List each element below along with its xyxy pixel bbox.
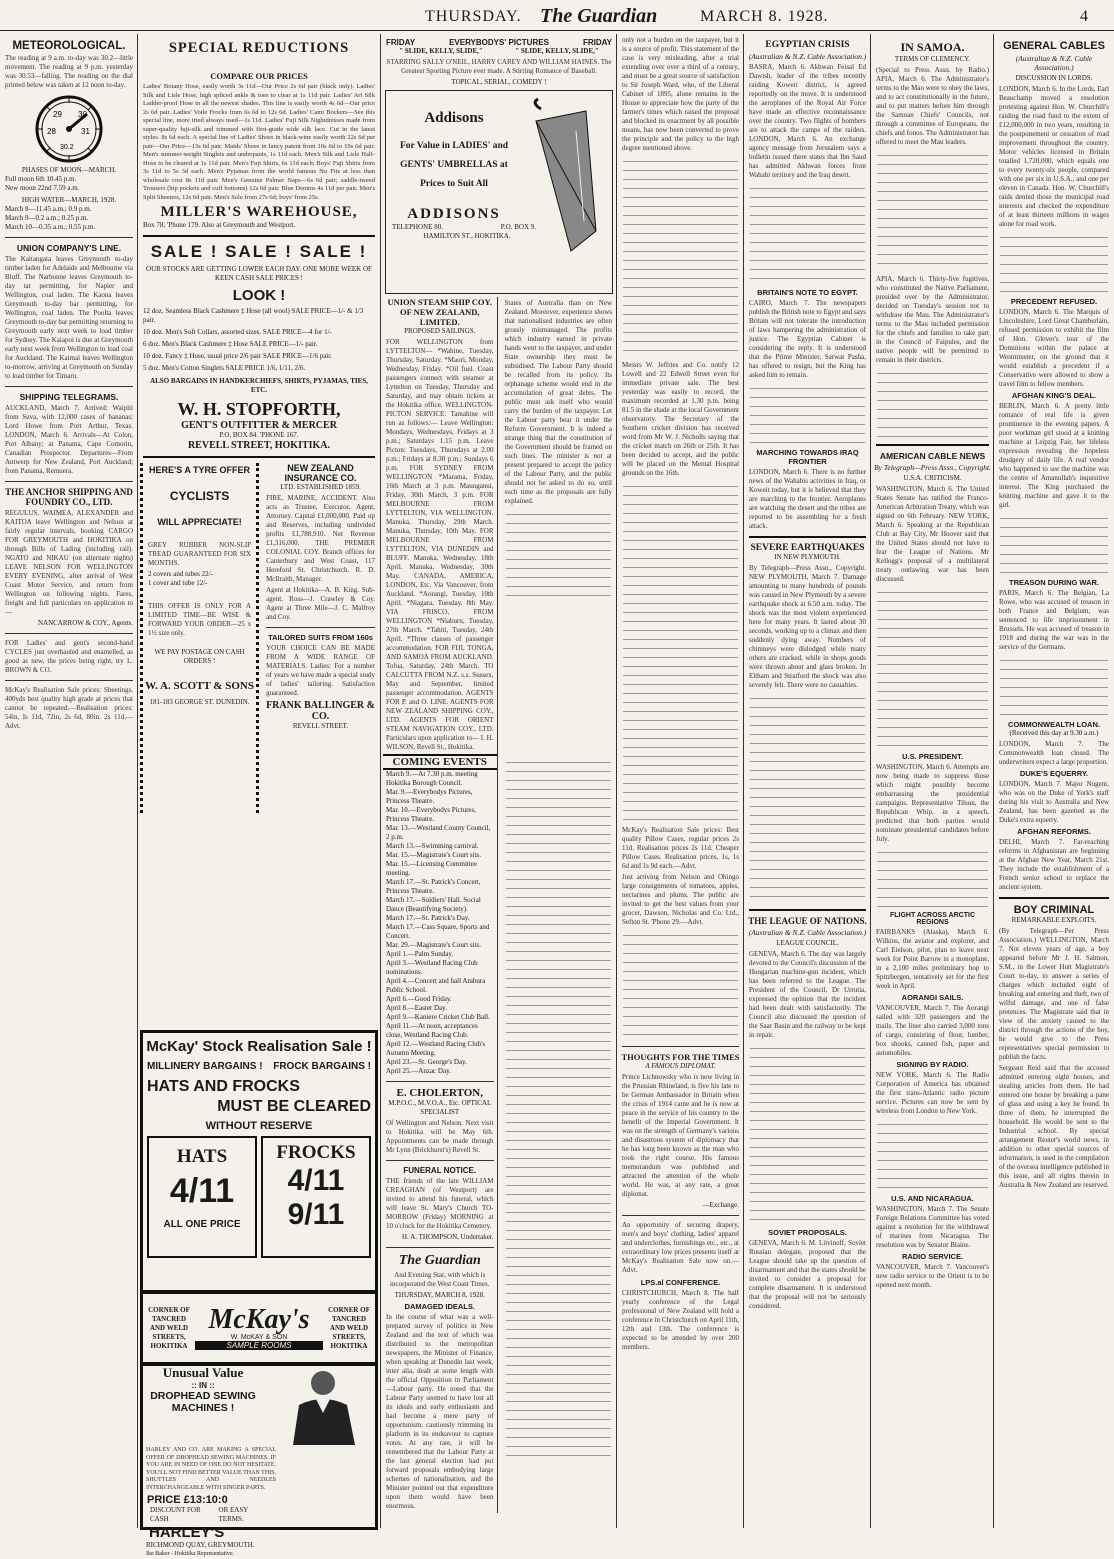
mckay-logo-sub: W. McKAY & SON — [230, 1334, 288, 1341]
harley-headings — [143, 1365, 263, 1445]
coming-event-item: April 23.—St. George's Day. — [386, 1058, 467, 1066]
moon-line: New moon 22nd 7.59 a.m. — [5, 184, 80, 192]
funeral-text: THE friends of the late WILLIAM CREAGHAN (of Westport) are invited to attend his funeral, which will leave St. Mary's Church TO-MORROW (Friday) MORNING at 10 o'clock for the Hokitika Cemetery. — [386, 1177, 494, 1230]
thoughts-text: Prince Lichnowsky who is now living in the Prussian Rhineland, is five his late to be German Ambassador in Britain when the crisis of 1914 came and he is now at peace in the service of his country to the benefit of the Imperial Government. It was on the strength of Germany's various and disastrous system of diplomacy that he has long been known as the man who took the right course. His famous memorandum was published and attracted the attention of the whole world. He was, at any rate, a great diplomat. — [622, 1073, 739, 1198]
coming-event-item: April 12.—Westland Racing Club's Autumn Meeting. — [386, 1040, 486, 1057]
article-continued-text — [877, 1120, 988, 1190]
boy-criminal-heading: BOY CRIMINAL — [1013, 904, 1095, 916]
harley-terms-row — [143, 1506, 275, 1524]
high-water-line: March 8—11.45 a.m.; 0.9 p.m. — [5, 205, 92, 213]
addisons-box: P.O. BOX 9. — [500, 223, 536, 231]
masthead-page-number: 4 — [1080, 8, 1088, 25]
coming-event-item: March 13.—Swimming carnival. — [386, 842, 479, 850]
dukes-equerry-heading: DUKE'S EQUERRY. — [1019, 769, 1089, 778]
earthquakes-sub: IN NEW PLYMOUTH. — [774, 553, 841, 561]
look-heading: LOOK ! — [232, 287, 286, 304]
samoa-apia-text: APIA, March 6. Thirty-five fugitives, who constituted the Native Parliament, presided over by the Administrator, decided on Tuesday's session not to withdraw the Mau. The Administrator's terms to the Mau included permission for the chiefs and families to take part in the Council of Faipules, and the native people will be permitted to remain in their districts. — [876, 275, 989, 364]
damaged-ideals-text: In the course of what was a well-prepared survey of politics in New Zealand and the text of which was distributed to the metropolitan newspapers, the Minister of Finance, when speaking at Dunedin last week, inter alia, dealt at some length with the official Opposition in Parliament—Labour party. He noted that the Labour Party seemed to have lost all its ideals and early enthusiasm and had become a mere party of opportunism, cautiously trimming its platform in its endeavour to capture votes. At any rate, it will be remembered that the Labour Party at the last general election had put forward proposals embodying large schemes of nationalisation, and the Minister pointed out that expenditure upon them would have been enormous. — [386, 1313, 494, 1510]
mckay-bargain-row — [143, 1055, 375, 1072]
tyre-offer-heading: HERE'S A TYRE OFFER — [149, 465, 251, 475]
look-item: 5 doz. Men's Cotton Singlets SALE PRICE 1/6, 1/11, 2/6. — [143, 364, 306, 372]
stopforth-address: REVELL STREET, HOKITIKA. — [187, 440, 331, 451]
commonwealth-loan-heading: COMMONWEALTH LOAN. — [1008, 720, 1100, 729]
mckay-logo — [195, 1306, 323, 1350]
damaged-ideals-heading: DAMAGED IDEALS. — [404, 1302, 475, 1311]
radio-signing-heading: SIGNING BY RADIO. — [896, 1060, 969, 1069]
earthquakes-heading: SEVERE EARTHQUAKES — [750, 543, 865, 553]
column-2 — [140, 34, 378, 1557]
mckay-corner-right: CORNER OF TANCRED AND WELD STREETS, HOKITIKA — [328, 1305, 370, 1350]
local-news-text: Messrs W. Jeffries and Co. notify 12 Lowell and 22 Edwell Street even for immediate private sale. The best yesterday was easily to record, the maximum recorded at 1.30 p.m. being 81.5 in the shade at the local Government observatory. The Secretary of the Southern cricket division has received word from Mr W. J. Nicholls saying that the cricket match on 26th or 25th. It has been decided to accept, and the public will be placed on the Mental Hospital grounds on the 16th. — [622, 361, 739, 477]
films-friday-left: FRIDAY — [386, 38, 416, 47]
harley-price: PRICE £13:10:0 — [147, 1494, 228, 1506]
egypt-heading: EGYPTIAN CRISIS — [765, 40, 850, 50]
league-source: (Australian & N.Z. Cable Association.) — [748, 928, 867, 937]
boy-criminal-sub: REMARKABLE EXPLOITS. — [1011, 916, 1097, 924]
tyre-insurance-row — [140, 463, 378, 813]
hats-label: HATS — [176, 1146, 228, 1167]
cycles-advert: FOR Ladies' and gent's second-hand CYCLES just overhauled and enamelled, as good as new, the prices being right, try L. BROWN & CO. — [5, 639, 133, 674]
thoughts-heading: THOUGHTS FOR THE TIMES — [621, 1052, 740, 1062]
films-friday-right: FRIDAY — [582, 38, 612, 47]
addisons-contact — [389, 223, 539, 232]
afghan-king-heading: AFGHAN KING'S DEAL. — [1011, 391, 1097, 400]
coming-event-item: April 11.—At noon, acceptances close, Westland Racing Club. — [386, 1022, 478, 1039]
article-continued-text — [877, 588, 988, 748]
coming-event-item: March 17.—St. Patrick's Concert, Princess Theatre. — [386, 878, 481, 895]
compare-prices-heading: COMPARE OUR PRICES — [210, 71, 308, 81]
column-6 — [873, 34, 992, 1528]
treason-heading: TREASON DURING WAR. — [1009, 578, 1099, 587]
tyre-price: 1 cover and tube 12/- — [148, 579, 208, 587]
hats-price-box — [147, 1136, 257, 1258]
precedent-text: LONDON, March 6. The Marquis of Lincolnshire, Lord Great Chamberlain, refused permission to exhibit the film of Hon. Glover's tour of the Dominions within the palace at Westminster, on the ground that it would establish a precedent if a Conservative were allowed to show a travel film to fellow members. — [999, 308, 1109, 388]
film-title: " SLIDE, KELLY, SLIDE," — [515, 47, 599, 55]
stopforth-box: P.O. BOX 84. 'PHONE 167. — [219, 431, 299, 439]
guardian-sub: And Evening Star, with which is incorporated the West Coast Times. — [390, 1271, 490, 1288]
coming-events-heading: COMING EVENTS — [383, 754, 497, 770]
nicaragua-text: WASHINGTON, March 7. The Senate Foreign Relations Committee has voted against a resolution for the withdrawal of marines from Nicaragua. The resolution was by Senator Blaine. — [876, 1205, 989, 1249]
article-continued-text — [750, 694, 865, 904]
coming-event-item: March 9.—At 7.30 p.m. meeting Hokitika Borough Council. — [386, 770, 478, 787]
moon-heading: PHASES OF MOON—MARCH. — [21, 166, 117, 174]
lords-discussion-heading: DISCUSSION IN LORDS. — [1015, 74, 1093, 82]
boy-criminal-text: (By Telegraph—Per Press Association.) WELLINGTON, March 7. Not eleven years of age, a boy appeared before Mr J. H. Salmon, S.M., in the Lower Hutt Magistrate's Court to-day, to answer a series of charges which included eight of breaking and entering and theft, two of wilful damage, and one of false pretences. The Magistrate said that in view of the anxiety caused to the district through the actions of the boy, he would give to the Press representatives special permission to publish the facts. — [999, 927, 1109, 1061]
mckay-pillow-advert: McKay's Realisation Sale prices: Best quality Pillow Cases, regular prices 2s 11d. Realisation prices 2s 11d. Cheaper Pillow Cases. Realisation prices, 1s, 1s 6d and 1s 9d each.—Advt. — [622, 826, 739, 870]
addisons-heading: Addisons — [424, 110, 484, 126]
ballinger-address: REVELL STREET. — [292, 722, 349, 730]
league-council: LEAGUE COUNCIL. — [776, 939, 839, 947]
column-rule — [616, 34, 617, 1528]
coming-event-item: Mar. 13.—Westland County Council, 2 p.m. — [386, 824, 491, 841]
frock-bargains: FROCK BARGAINS ! — [273, 1061, 371, 1072]
guardian-date: THURSDAY, MARCH 8, 1928. — [394, 1291, 485, 1299]
bargains-line: ALSO BARGAINS IN HANDKERCHIEFS, SHIRTS, PYJAMAS, TIES, ETC. — [150, 377, 368, 394]
barometer-dial — [2, 92, 136, 166]
thoughts-source: —Exchange. — [702, 1201, 739, 1209]
cyclists-heading: CYCLISTS — [169, 489, 230, 503]
samoa-text: (Special to Press Assn. by Radio.) APIA, March 6. The Administrator's terms to the Mau were to obey the laws, and to act constitutionally in the future, and to put matters before him through the Samoan Chiefs' Councils, not through a committee of Europeans, the chiefs and fonos. The Administrator has offered to meet the Mau leaders. — [876, 66, 989, 146]
special-reductions-heading: SPECIAL REDUCTIONS — [168, 40, 350, 56]
soviet-heading: SOVIET PROPOSALS. — [768, 1228, 847, 1237]
samoa-heading: IN SAMOA. — [900, 40, 965, 54]
frocks-label: FROCKS — [276, 1142, 356, 1163]
harley-terms: OR EASY TERMS. — [218, 1506, 249, 1523]
usa-criticism-heading: U.S.A. CRITICISM. — [903, 474, 962, 482]
films-footer: TOPICAL, SERIAL, COMEDY ! — [451, 78, 547, 86]
article-continued-text — [623, 482, 738, 822]
coming-event-item: Mar. 15.—Licensing Committee meeting. — [386, 860, 477, 877]
soviet-text: GENEVA, March 6. M. Litvinoff, Soviet Russian delegate, proposed that the League should take up the question of disarmament and that the states should be invited to consider a proposal for complete disarmament. It is understood that the proposal will not be seriously considered. — [749, 1239, 866, 1310]
coming-event-item: April 9.—Kaniere Cricket Club Ball. — [386, 1013, 490, 1021]
afghan-king-text: BERLIN, March 6. A pretty little romance of real life is given prominence in the evening papers. A poor workman girl stood at a knitting machine at Leipzig Fair, her lifeless expression revealing the hopeless drudgery of daily life. A real vendor who happened to see the machine was the centre of Amanullah's inquisitive interest. The King purchased the knitting machine and gave it to the girl. — [999, 402, 1109, 509]
dial-reading: 30.2 — [60, 144, 74, 151]
dukes-equerry-text: LONDON, March 7. Major Nugent, who was on the Duke of York's staff during his visit to Australia and New Zealand, has been gazetted as the Duke's extra equerry. — [999, 780, 1109, 824]
article-continued-text — [750, 384, 865, 444]
dial-label: 30 — [78, 110, 87, 119]
boy-criminal-text-2: Sergeant Reid said that the accused admitted entering eight houses, and stealing articles from them. He had entered one house by breaking a pane of glass and using a key he found. In three of them, he interrupted the household. He would be sent to the Industrial school. By special arrangement Reuter's world news, in addition to other special sources of information, is used in the compilation of the oversea intelligence published in this issue, and all rights therein in Australia & New Zealand are reserved. — [999, 1064, 1109, 1189]
president-text: WASHINGTON, March 6. Attempts are now being made to suppress those which might possibly become embarrassing the presidential campaigns. Representative Tilson, the Republican Whip, in a speech, predicted that both parties would nominate presidential candidates before July. — [876, 763, 989, 843]
coming-event-item: Mar. 10.—Everybodys Pictures, Princess Theatre. — [386, 806, 477, 823]
nz-insurance-sub: LTD. ESTABLISHED 1859. — [280, 483, 361, 491]
nz-insurance-heading: NEW ZEALAND INSURANCE CO. — [284, 463, 357, 483]
article-continued-text — [623, 157, 738, 357]
column-4 — [619, 34, 742, 1528]
meteorological-text: The reading at 9 a.m. to-day was 30.2—little movement. The reading at 9 p.m. yesterday was 30.53—falling. The reading on the dial printed below was taken at 12 noon to-day. — [5, 54, 133, 89]
article-continued-text — [877, 151, 988, 271]
millers-warehouse-contact: Box 78; 'Phone 179. Also at Greymouth and Westport. — [143, 221, 296, 229]
tailored-suits-text: YOUR CHOICE CAN BE MADE FROM A WIDE RANGE OF MATERIALS. Ladies: For a number of years we have made a special study of ladies' tailoring. Satisfaction guaranteed. — [266, 644, 375, 697]
films-text: STARRING SALLY O'NEIL, HARRY CAREY AND WILLIAM HAINES. The Greatest Sporting Picture ever made. A Stirring Romance of Baseball. — [386, 58, 612, 75]
addisons-advert — [385, 90, 613, 294]
nicaragua-heading: U.S. AND NICARAGUA. — [891, 1194, 974, 1203]
umbrella-illustration-icon — [526, 101, 606, 261]
earthquakes-text: By Telegraph—Press Assn., Copyright. NEW PLYMOUTH, March 7. Damage amounting to many hundreds of pounds was caused in New Plymouth by a severe earthquake shock at 6.50 a.m. today. The shock was the most violent experienced here for many years. It lasted about 30 seconds, working up to a climax and then suddenly dying away. Numbers of chimneys were dislodged while many others are cracked, while in shops goods were thrown about and glass broken. In Eltham and Stratford the shock was also severely felt. There were no casualties. — [749, 564, 866, 689]
funeral-heading: FUNERAL NOTICE. — [403, 1166, 477, 1175]
mckay-sale-heading: McKay' Stock Realisation Sale ! — [146, 1038, 372, 1055]
coming-event-item: April 8.—Easter Day. — [386, 1004, 447, 1012]
addisons-text: For Value in LADIES' and GENTS' UMBRELLAS at Prices to Suit All — [399, 141, 509, 189]
stopforth-trade: GENT'S OUTFITTER & MERCER — [181, 420, 337, 431]
coming-events-column — [383, 754, 498, 1513]
funeral-undertaker: H. A. THOMPSON, Undertaker. — [402, 1233, 494, 1241]
article-continued-text — [623, 931, 738, 1041]
conference-heading: LPS.al CONFERENCE. — [640, 1278, 721, 1287]
nz-insurance-text: FIRE, MARINE, ACCIDENT. Also acts as Trustee, Executor, Agent, Attorney. Capital £1,000,000. Paid up and Reserves, including undivided profits £1,788,910. Net Revenue £1,316,000. THE PREMIER COLONIAL COY. Branch offices for Canterbury and West Coast, 117 Hereford St. Christchurch. R. D. McIlraith, Manager. — [266, 494, 375, 583]
article-continued-text — [1000, 514, 1108, 574]
films-header: EVERYBODYS' PICTURES — [449, 38, 549, 47]
hats-price: 4/11 — [169, 1172, 235, 1210]
addisons-name: ADDISONS — [407, 206, 501, 222]
meteorological-heading: METEOROLOGICAL. — [12, 40, 126, 52]
coming-event-item: March 17.—Soldiers' Hall. Social Dance (Beautifying Society). — [386, 896, 481, 913]
stopforth-name: W. H. STOPFORTH, — [177, 399, 341, 419]
coming-event-item: Mar. 29.—Magistrate's Court sits. — [386, 941, 481, 949]
harley-sewing-advert — [140, 1362, 378, 1557]
frocks-price-low: 4/11 — [287, 1164, 345, 1197]
general-cables-source: (Australian & N.Z. Cable Association.) — [1015, 54, 1093, 72]
mckay-sheetings-advert: McKay's Realisation Sale prices: Sheetings, 400yds best quality high grade at prices that cannot be repeated.—Realisation prices: 54in, Is 11d, 72in, 2s 6d, 80in. 2s 11d.—Advt. — [5, 686, 133, 730]
coming-event-item: Mar. 15.—Magistrate's Court sits. — [386, 851, 481, 859]
harley-name: HARLEY'S — [149, 1524, 225, 1541]
dial-label: 28 — [47, 127, 56, 136]
special-reductions-text: Ladies' Botany Hose, easily worth 3s 11d—Our Price 2s 6d pair (black only). Ladies' Silk and Lisle Hose, high spliced ankle & toes to clear at 1s 11d pair. Ladies' Art Silk Ladder-proof Hose in all the newest shades. This line is easily worth 4s 6d—Our price 2s 6d pair. Ladies' Voile Frocks from 6s 6d to 12s 6d. Ladies' Cami Bockers—See this special line, more tried always used—1s 11d. Ladies' Fuji Silk Nightdresses made from super-quality fuji-silk and trimmed with first-grade wide silk lace. Cut in the latest styles. 8s 6d each. A special line of Ladies' Shoes in black-wine easily worth 22s 6d per pair—Our Price—13s 6d pair. Maids' Shoes in fancy patent from 10s 6d to 19s 6d pair. Men's summer-weight Singlets and underpants, 1s 11d each. Men's Silk and Lisle Half-Hose to be cleared at 1s 11d pair. Men's Fuji Shirts, 6s 11d each; Boys' Fuji Shirts from 3s 11d to 5s 3d each. Men's Pyjamas from the world famous Nu Fits at less than wholesale cost 8s 11d pair. Men's Genuine Palmer Naps—6s 6d pair; saddle-tweed Trousers (hip pockets and cuff bottoms) 12s 6d pair. Blue Denims 4s 11d per pair. Men's Split Sheeters, 12s 6d pair. Men's Sole from 27s 6d; boys' from 25s. — [143, 83, 375, 201]
tyre-text: GREY RUBBER NON-SLIP TREAD GUARANTEED FOR SIX MONTHS. — [148, 541, 252, 567]
column-3 — [383, 34, 615, 1528]
union-steam-text: FOR WELLINGTON from LYTTELTON— *Wahine, Tuesday, Thursday, Saturday. *Maori, Monday, Wednesday, Friday. *Oil fuel. Coast passengers connect with steamer at Lyttelton on Tuesday, Thursday and Saturday, and may obtain tickets at the Hokitika office. WELLINGTON-PICTON SERVICE. Tamahine will run as follows:— Leave Wellington: Mondays, Wednesdays, Fridays at 3 p.m.; Saturdays 1.15 p.m. Leave Picton: Tuesdays, Thursdays at 2.00 p.m.; Fridays at 8.30 p.m.; Sundays 6 p.m. FOR SYDNEY FROM WELLINGTON *Marama, Friday, 16th March at 3 p.m. Maunganui, Friday, 30th March, 3 p.m. FOR MELBOURNE FROM LYTTELTON, VIA WELLINGTON. Manuka, Thursday, 29th March. Manuka, Thursday, 10th May. FOR MELBOURNE FROM LYTTELTON, VIA DUNEDIN and BLUFF. Manuka, Wednesday, 18th April. Manuka, Wednesday, 30th May. CANADA, AMERICA, LONDON, Etc. Via Vancouver, from Auckland. *Aorangi, Tuesday, 10th April. *Niagara, Tuesday, 8th May. VIA FRISCO, FROM WELLINGTON *Niaburu, Tuesday, 27th March. *Tahiti, Tuesday, 24th April. *Three classes of passenger accommodation. FOR FIJI, TONGA, AND SAMOA FROM AUCKLAND. Tofua, Saturday, 24th March. TO CALCUTTA FROM N.Z. s.s. Sussex, May and September, limited passenger accommodation. AGENTS FOR P. and O. LINE. AGENTS FOR NEW ZEALAND SHIPPING COY., LTD. AGENTS FOR ORIENT STEAM NAVIGATION COY., LTD. Particulars upon application to— I. H. WILSON, Revell St., Hokitika. — [386, 338, 494, 751]
column-rule — [380, 34, 381, 1528]
tyre-offer-advert — [140, 463, 259, 813]
coming-event-item: March 17.—St. Patrick's Day. — [386, 914, 470, 922]
union-steam-advert — [383, 297, 498, 754]
cholerton-quals: M.P.O.C., M.V.O.A., Etc. OPTICAL SPECIALIST — [388, 1099, 492, 1116]
column-1 — [2, 34, 136, 1528]
league-heading: THE LEAGUE OF NATIONS. — [748, 916, 867, 926]
coming-event-item: April 1.—Palm Sunday. — [386, 950, 454, 958]
mckay-logo-rooms: SAMPLE ROOMS — [195, 1341, 323, 1350]
article-continued-column — [502, 754, 616, 1513]
mckay-logo-strip — [140, 1290, 378, 1366]
dial-label: 31 — [81, 127, 90, 136]
union-company-heading: UNION COMPANY'S LINE. — [16, 243, 122, 253]
iraq-text: LONDON, March 6. There is no further news of the Wahabis activities in Iraq, or Koweit today, but it is believed that they are marching to the frontier. Aeroplanes are watching the desert and the tribes are reported to be assembling for a fresh attack. — [749, 468, 866, 530]
look-item: 12 doz. Seamless Black Cashmere ‡ Hose (all wool) SALE PRICE—1/- & 1/3 pair. — [143, 307, 364, 324]
addisons-address: HAMILTON ST., HOKITIKA. — [423, 232, 511, 240]
article-continued-text — [506, 510, 612, 600]
scott-sons-name: W. A. SCOTT & SONS — [145, 680, 254, 692]
coming-event-item: April 25.—Anzac Day. — [386, 1067, 451, 1075]
shipping-telegrams-text: AUCKLAND, March 7. Arrived: Waipiti from Suva, with 12,000 cases of bananas; Lord Howe from Port Arthur, Texas. LONDON, March 6. Arrivals—At Colon, Port Albany; at Panama, Cape Comorin, Canadian Prospector. Departures—From Antwerp for New Zealand, Port Auckland; from Panama, Remuera. — [5, 404, 133, 475]
union-steam-heading: UNION STEAM SHIP COY. OF NEW ZEALAND, LIMITED. — [387, 297, 493, 327]
high-water-line: March 10—0.35 a.m.; 0.55 p.m. — [5, 223, 96, 231]
commonwealth-loan-received: (Received this day at 9.30 a.m.) — [1009, 729, 1099, 737]
ballinger-name: FRANK BALLINGER & CO. — [266, 700, 375, 722]
salesman-illustration-icon — [263, 1365, 369, 1445]
column-7 — [996, 34, 1112, 1528]
afghan-reforms-heading: AFGHAN REFORMS. — [1017, 827, 1091, 836]
masthead-day: THURSDAY. — [425, 8, 522, 25]
unusual-value: Unusual Value — [162, 1365, 244, 1380]
harley-representative: Ike Baker - Hokitika Representative. — [146, 1551, 235, 1557]
union-steam-row — [383, 297, 615, 754]
high-water-line: March 9—0.2 a.m.; 0.25 p.m. — [5, 214, 89, 222]
egypt-text: BASRA, March 6. Akhwan Feisal Ed Dawish, leader of the tribes recently raiding Koweit district, is agreed reportedly on the move. It is understood the aeroplanes of the Royal Air Force have made an effective reconnaissance over the country. Two flights of bombers are to attack the camps of the raiders. LONDON, March 6. An exchange agency message from Jerusalem says a bulletin issued there states that Ibn Saud has admitted Akhwan forces from Wahabi territory and the Iraq desert. — [749, 63, 866, 179]
arctic-flight-text: FAIRBANKS (Alaska), March 6. Wilkins, the aviator and explorer, and Carl Eielson, pilot, plan to leave next week for Point Barrow in a monoplane, in a 2,100 miles preliminary hop to Spitzbergen, tentatively set for the first week in April. — [876, 928, 989, 990]
masthead-date: MARCH 8. 1928. — [700, 8, 829, 25]
radio-service-heading: RADIO SERVICE. — [901, 1252, 964, 1261]
insurance-column — [263, 463, 378, 813]
radio-signing-text: NEW YORK, March 6. The Radio Corporation of America has obtained the first trans-Atlantic radio picture service. Pictures can now be sent by wireless from London to New York. — [876, 1071, 989, 1115]
fruit-advert: Just arriving from Nelson and Ohingo large consignments of tomatoes, apples, nectarines and plums. The public are invited to get the best values from your grocer, Dawson, Nicholas and Co. Ltd., Sefton St. 'Phone 29.—Advt. — [622, 873, 739, 926]
addisons-telephone: TELEPHONE 80. — [392, 223, 443, 231]
iraq-heading: MARCHING TOWARDS IRAQ FRONTIER — [756, 448, 859, 466]
samoa-sub: TERMS OF CLEMENCY. — [894, 55, 971, 63]
aorangi-text: VANCOUVER, March 7. The Aorangi sailed with 320 passengers and the mails. The liner also carried 3,000 tons of cargo, consisting of flour, lumber, box shooks, canned fish, paper and automobiles. — [876, 1004, 989, 1057]
tailored-suits-heading: TAILORED SUITS FROM 160s — [268, 633, 373, 642]
column-rule — [993, 34, 994, 1528]
aorangi-heading: AORANGI SAILS. — [901, 993, 964, 1002]
look-item: 10 doz. Fancy ‡ Hose, usual price 2/6 pair SALE PRICE—1/6 pair. — [143, 352, 332, 360]
continued-article-text: only not a burden on the taxpayer, but it is a source of profit. This statement of the case is very misleading, after a trial extending over over a third of a century, and must be a great source of satisfaction to Sir Joseph Ward, who, of the Liberal Cabinet of 1895, alone remains in the House to appreciate how the party of the farmer's times which raised the proposal and blocked its enactment by all possible means, has now been converted to prove the principle and the policy to the high degree mentioned above. — [622, 36, 739, 152]
commonwealth-loan-text: LONDON, March 7. The Commonwealth loan closed. The underwriters expect a large proportion. — [999, 740, 1109, 766]
frocks-price-high: 9/11 — [287, 1198, 345, 1231]
article-continued-text — [1000, 233, 1108, 293]
states-text: States of Australia than on New Zealand. Moreover, experience shows that nationalised industries are often grossly mismanaged. The profits which industry earned in private hands went to the taxpayer, and under State ownership they must be subsidised. The Labour Party should be recalled from its policy. Its orphanage scheme would end in the accumulation of great debts. The public must ask itself who would carry the burden of the taxpayer. Let the Labour party bear it under the Reform Government. It is indeed a strange thing that the constitution of the Government should be framed on such lines. The minister is not at present prepared to accept the policy of the Labour Party, and the public should not be asked to do so, until such time as the proposals are fully explained. — [504, 299, 612, 505]
coming-event-item: April 6.—Good Friday. — [386, 995, 452, 1003]
anchor-agent: NANCARROW & COY., Agents. — [37, 619, 133, 627]
general-cables-text: LONDON, March 6. In the Lords, Earl Beauchamp moved a resolution protesting against Hon. W. Churchill's raiding the road fund to the extent of £12,000,000 in two years, resulting in the postponement or cessation of road improvement throughout the country. Motor vehicles licensed in Britain totalled 1,720,000, which equals one to every twenty-six people, compared with one per six in U.S.A., and one per eleven in Canada. Hon. W. Churchill's raids denied those the municipal road interests and checked the expenditure of at least thirteen millions in wages alone for road work. — [999, 85, 1109, 228]
treason-text: PARIS, March 6. The Belgian, La Rowe, who was accused of treason in both France and Belgium, was sentenced to life imprisonment in Brussels. He was accused of treason in 1918 and during the war was in the service of the Germans. — [999, 589, 1109, 651]
afghan-reforms-text: DELHI, March 7. Far-reaching reforms in Afghanistan are beginning at the Afghan New Year, March 21st. They include the establishment of a French senior school to replace the ancient system. — [999, 838, 1109, 891]
must-be-cleared: MUST BE CLEARED — [217, 1098, 371, 1115]
hats-and-frocks: HATS AND FROCKS — [147, 1078, 300, 1095]
sale-text: OUR STOCKS ARE GETTING LOWER EACH DAY. ONE MORE WEEK OF KEEN CASH SALE PRICES ! — [146, 265, 372, 282]
radio-service-text: VANCOUVER, March 7. Vancouver's new radio service to the Orient is to be opened next month. — [876, 1263, 989, 1289]
scott-sons-address: 181-183 GEORGE ST. DUNEDIN. — [149, 698, 250, 706]
article-continued-text — [1000, 656, 1108, 716]
column-rule — [870, 34, 871, 1528]
column-rule — [137, 34, 138, 1528]
harley-top — [143, 1365, 375, 1445]
britain-note-text: CAIRO, March 7. The newspapers publish the British note to Egypt and says Britain will not tolerate the introduction of laws hampering the administration of justice. The Egyptian Cabinet is considering the reply. It is understood that the Prime Minister, Sarwat Pasha, has offered to resign, but the King has asked him to remain. — [749, 299, 866, 379]
bedrooms-advert: An opportunity of securing drapery, men's and boys' clothing, ladies' apparel and underclothes, furnishings etc., etc., at extraordinary low prices presents itself at McKay's Realisation Sale now on.—Advt. — [622, 1221, 739, 1274]
column-rule — [743, 34, 744, 1528]
mckay-logo-text: McKay's — [208, 1304, 310, 1335]
article-continued-text — [877, 369, 988, 439]
frocks-price-box — [261, 1136, 371, 1258]
union-company-text: The Kaitangata leaves Greymouth to-day timber laden for Adelaide and Melbourne via Bluff. The Narbonne leaves Greymouth to-day tar permitting, for Napier and Wellington, coal laden. The Kaona leaves Greymouth to-day bar permitting, for Wellington, coal laden. The Poolta leaves Greymouth to-day bar permitting returning to Greymouth early next week to load timber for Sydney. The Kaiapoi is due at Greymouth early next week from Wellington to load coal for Auckland. The Kaimai leaves Wellington to-morrow, arriving at Greymouth on Sunday to load timber for Timaru. — [5, 255, 133, 380]
films-titles-row — [383, 47, 615, 56]
drophead-heading: DROPHEAD SEWING MACHINES ! — [150, 1390, 256, 1414]
dial-label: 29 — [53, 110, 62, 119]
harley-in: :: IN :: — [191, 1381, 215, 1390]
tyre-offer-terms: THIS OFFER IS ONLY FOR A LIMITED TIME—BE WISE & FORWARD YOUR ORDER—25 x 1½ size only. — [148, 602, 252, 637]
high-water-heading: HIGH WATER—MARCH, 1928. — [21, 196, 117, 204]
states-article — [502, 297, 616, 754]
american-cable-heading: AMERICAN CABLE NEWS — [879, 451, 986, 461]
look-item: 6 doz. Men's Black Cashmere ‡ Hose SALE PRICE—1/- pair. — [143, 340, 318, 348]
harley-discount: DISCOUNT FOR CASH — [150, 1506, 201, 1523]
masthead — [0, 0, 1114, 31]
column-5 — [746, 34, 869, 1528]
will-appreciate: WILL APPRECIATE! — [157, 517, 242, 527]
films-header-row — [383, 34, 615, 47]
harley-text: HARLEY AND CO. ARE MAKING A SPECIAL OFFER OF DROPHEAD SEWING MACHINES. IF YOU ARE IN NEED OF ONE DO NOT HESITATE. YOU'LL NOT FIND BETTER VALUE THAN THIS. SHUTTLES AND NEEDLES INTERCHANGEABLE WITH SINGER PARTS. — [146, 1447, 276, 1491]
article-continued-text — [750, 184, 865, 284]
american-cable-text: WASHINGTON, March 6. The United States Senate has ratified the Franco-American Arbitration Treaty, which was signed on 6th February. NEW YORK, March 6. Speaking at the Republican Club at Bay City, Mr Hoover said that the United States should not have to fear the League of Nations. Mr Kellogg's proposal of a multilateral treaty outlawing war has been discussed. — [876, 485, 989, 583]
precedent-heading: PRECEDENT REFUSED. — [1010, 297, 1098, 306]
league-text: GENEVA, March 6. The day was largely devoted to the Council's discussion of the Hungarian machine-gun incident, which has been referred to the League. The President of the Council, Dr Urrutia, expressed the opinion that the incident had been dealt with satisfactorily. The Council also discussed the question of the Saar Basin and the railway to be kept in repair. — [749, 950, 866, 1039]
conference-text: CHRISTCHURCH, March 8. The half yearly conference of the Legal professional of New Zealand will hold a conference in Christchurch on April 11th, 12th and 13th. The conference is expected to be attended by over 200 members. — [622, 1289, 739, 1351]
article-continued-text — [750, 1044, 865, 1224]
cholerton-text: Of Wellington and Nelson. Next visit to Hokitika will be May 6th. Appointments can be made through Mr Lynn (Brickhurst's) Revell St. — [386, 1119, 494, 1154]
masthead-paper-name: The Guardian — [540, 5, 658, 27]
moon-line: Full moon 6th 10.45 p.m. — [5, 175, 77, 183]
sale-heading: SALE ! SALE ! SALE ! — [150, 242, 368, 261]
anchor-shipping-heading: THE ANCHOR SHIPPING AND FOUNDRY CO., LTD. — [5, 487, 133, 507]
nz-insurance-agents: Agent at Hokitika—A. B. King. Sub-agent, Ross—J. Crawley & Coy. Agent at Three Mile—J. C. Malfroy and Coy. — [266, 586, 375, 621]
look-item: 10 doz. Men's Soft Collars, assorted sizes. SALE PRICE—4 for 1/- — [143, 328, 332, 336]
general-cables-heading: GENERAL CABLES — [1003, 40, 1105, 52]
mckay-corner-left: CORNER OF TANCRED AND WELD STREETS, HOKITIKA — [148, 1305, 190, 1350]
union-steam-sub: PROPOSED SAILINGS. — [404, 327, 476, 335]
thoughts-sub: A FAMOUS DIPLOMAT. — [645, 1062, 716, 1070]
tyre-price: 2 covers and tubes 22/- — [148, 570, 213, 578]
coming-event-item: April 4.—Concert and hall Arahura Public School. — [386, 977, 486, 994]
coming-event-item: April 3.—Westland Racing Club nominations. — [386, 959, 478, 976]
millinery-bargains: MILLINERY BARGAINS ! — [147, 1061, 263, 1072]
coming-events-list — [383, 770, 497, 1076]
film-title: " SLIDE, KELLY, SLIDE," — [399, 47, 483, 55]
without-reserve: WITHOUT RESERVE — [205, 1120, 313, 1132]
arctic-flight-heading: FLIGHT ACROSS ARCTIC REGIONS — [889, 912, 976, 926]
cholerton-name: E. CHOLERTON, — [396, 1087, 483, 1099]
millers-warehouse-name: MILLER'S WAREHOUSE, — [160, 204, 358, 220]
article-continued-text — [506, 758, 612, 1458]
events-row — [383, 754, 615, 1513]
shipping-telegrams-heading: SHIPPING TELEGRAMS. — [19, 392, 119, 402]
coming-event-item: Mar. 9.—Everybodys Pictures, Princess Theatre. — [386, 788, 473, 805]
mckay-sale-advert — [140, 1030, 378, 1294]
barometer-dial-icon — [2, 92, 136, 166]
harley-address: RICHMOND QUAY, GREYMOUTH. — [146, 1541, 255, 1549]
president-heading: U.S. PRESIDENT. — [902, 752, 963, 761]
article-continued-text — [877, 848, 988, 908]
egypt-source: (Australian & N.Z. Cable Association.) — [748, 52, 867, 61]
britain-note-heading: BRITAIN'S NOTE TO EGYPT. — [757, 288, 858, 297]
guardian-title: The Guardian — [398, 1253, 481, 1268]
american-cable-source: By Telegraph—Press Assn., Copyright. — [874, 463, 991, 472]
mckay-price-row — [143, 1132, 375, 1262]
tyre-postage: WE PAY POSTAGE ON CASH ORDERS ! — [154, 648, 245, 665]
coming-event-item: March 17.—Cass Square, Sports and Concert. — [386, 923, 490, 940]
anchor-shipping-text: REGULUS, WAIMEA, ALEXANDER and KAITOA leave Wellington and Nelson at fairly regular intervals, booking CARGO FOR GREYMOUTH and HOKITIKA on through Bills of Lading (including rail). NGATO and NIKAU (on alternate nights) LEAVE NELSON FOR WELLINGTON EVERY EVENING, after arrival of West Coast Motor Service, and return from Wellington on following nights. Fares, freight and full particulars on application to— — [5, 509, 133, 616]
all-one-price: ALL ONE PRICE — [163, 1219, 241, 1230]
